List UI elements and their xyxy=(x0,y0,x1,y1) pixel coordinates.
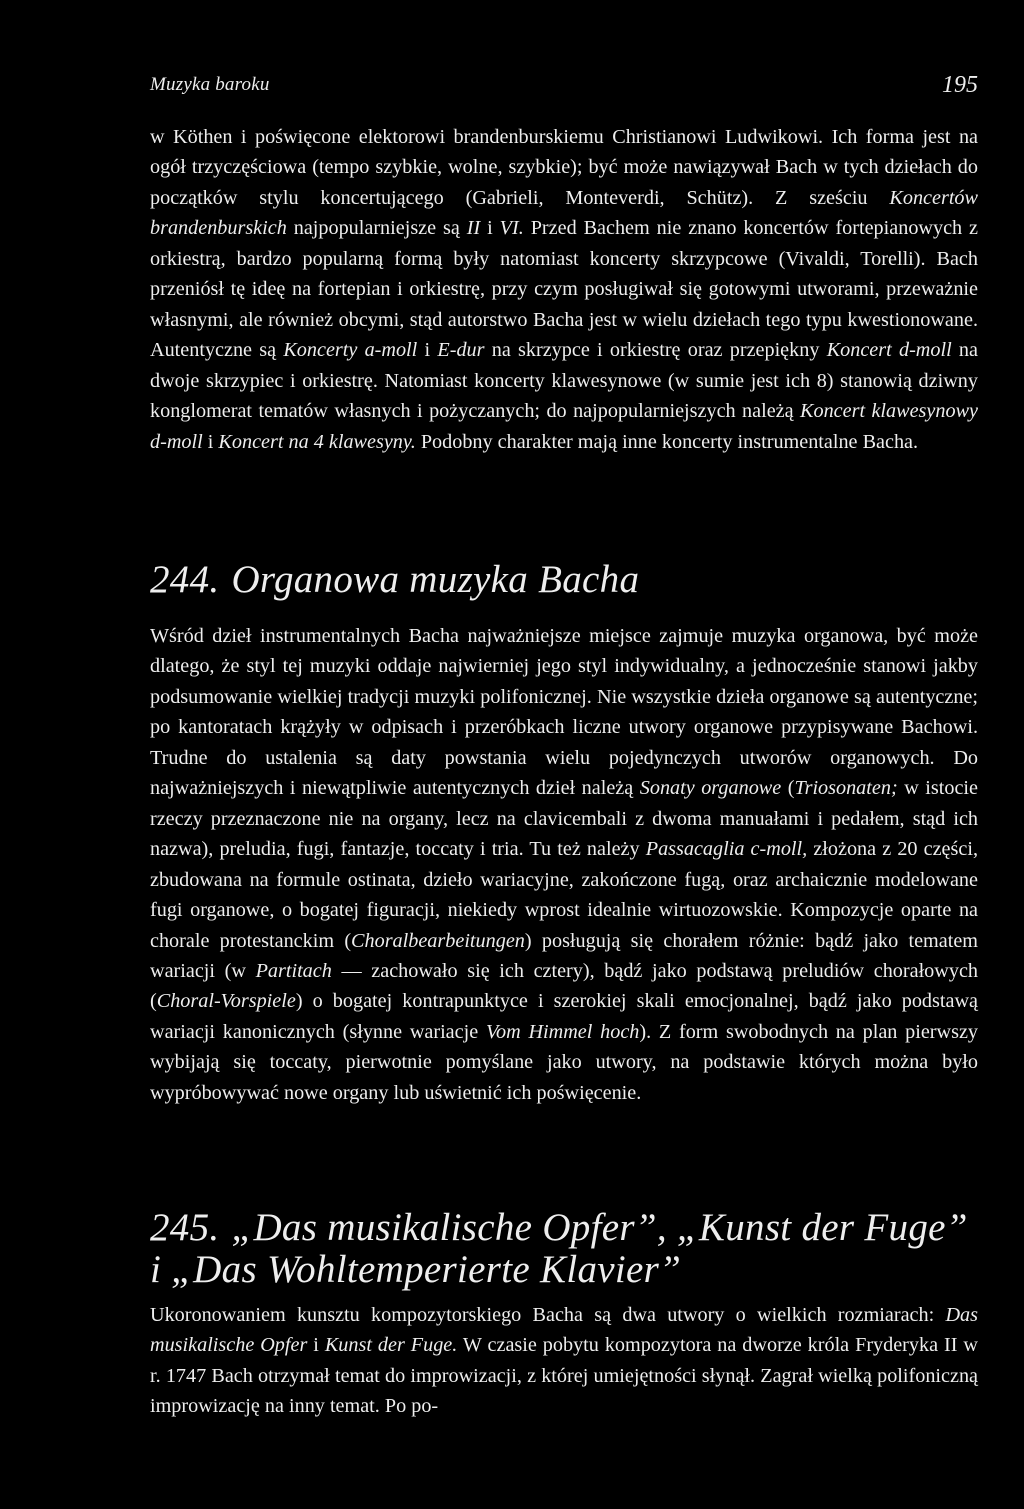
text-run: złożona z 20 części, zbudowana na formule ostinata, dzieło wariacyjne, zakończone fugą, oraz archaicznie modelowane fugi organowe, o bogatej figuracji, niekiedy wprost idealnie wirtuozowskie. Kompozycje oparte na chorale protestanckim ( xyxy=(150,838,978,952)
text-run: i xyxy=(307,1334,325,1357)
text-block-musical-offering xyxy=(150,1300,978,1422)
text-run: ) o bogatej kontrapunktyce i szerokiej skali emocjonalnej, bądź jako podstawą wariacji kanonicznych (słynne wariacje xyxy=(150,990,978,1043)
text-run: i xyxy=(202,430,219,453)
italic-run: Passacaglia c-moll, xyxy=(645,838,808,861)
page-number: 195 xyxy=(942,72,978,98)
italic-run: Koncert klawesynowy d-moll xyxy=(150,400,978,453)
italic-run: Kunst der Fuge. xyxy=(324,1334,458,1357)
italic-run: VI. xyxy=(499,217,524,240)
text-run: na dwoje skrzypiec i orkiestrę. Natomiast koncerty klawesynowe (w sumie jest ich 8) stanowią dziwny konglomerat tematów własnych i pożyczanych; do najpopularniejszych należą xyxy=(150,339,978,423)
italic-run: Sonaty organowe xyxy=(639,777,782,800)
section-number: 245. xyxy=(150,1206,220,1249)
italic-run: Partitach xyxy=(255,959,332,982)
paragraph-organ-music xyxy=(150,621,978,1108)
italic-run: E-dur xyxy=(437,339,485,362)
italic-run: Choral-Vorspiele xyxy=(156,990,296,1013)
italic-run: Triosonaten; xyxy=(794,777,898,800)
running-head xyxy=(150,72,978,102)
text-run: w istocie rzeczy przeznaczone nie na organy, lecz na clavicembali z dwoma manuałami i pedałem, stąd ich nazwa), preludia, fugi, fantazje, toccaty i tria. Tu też należy xyxy=(150,777,978,861)
paragraph-musical-offering xyxy=(150,1300,978,1422)
text-run: Przed Bachem nie znano koncertów fortepianowych z orkiestrą, bardzo popularną formą były natomiast koncerty skrzypcowe (Vivaldi, Torelli). Bach przeniósł tę ideę na fortepian i orkiestrę, przy czym posługiwał się gotowymi utworami, przeważnie własnymi, ale również obcymi, stąd autorstwo Bacha jest w wielu dziełach tego typu kwestionowane. Autentyczne są xyxy=(150,217,979,362)
text-run: najpopularniejsze są xyxy=(286,217,467,240)
text-run: i xyxy=(417,339,438,362)
text-block-organ-music xyxy=(150,621,978,1108)
section-title-line-2: i „Das Wohltemperierte Klavier” xyxy=(150,1248,682,1291)
text-run: ) posługują się chorałem różnie: bądź jako tematem wariacji (w xyxy=(150,929,978,982)
section-number: 244. xyxy=(150,558,220,601)
italic-run: Das musikalische Opfer xyxy=(150,1304,978,1357)
italic-run: Vom Himmel hoch xyxy=(485,1020,640,1043)
italic-run: II xyxy=(466,217,481,240)
paragraph-concertos xyxy=(150,122,978,457)
text-run: w Köthen i poświęcone elektorowi brandenburskiemu Christianowi Ludwikowi. Ich forma jest na ogół trzyczęściowa (tempo szybkie, wolne, szybkie); być może nawiązywał Bach w tych dziełach do początków stylu koncertującego (Gabrieli, Monteverdi, Schütz). Z sześciu xyxy=(150,126,978,209)
text-block-intro xyxy=(150,122,978,457)
italic-run: Koncertów brandenburskich xyxy=(150,186,978,240)
section-title-line-1: „Das musikalische Opfer”, „Kunst der Fuge” xyxy=(231,1206,968,1249)
text-run: na skrzypce i orkiestrę oraz przepiękny xyxy=(484,339,827,362)
text-run: Ukoronowaniem kunsztu kompozytorskiego Bacha są dwa utwory o wielkich rozmiarach: xyxy=(150,1304,946,1326)
text-run: Wśród dzieł instrumentalnych Bacha najważniejsze miejsce zajmuje muzyka organowa, być może dlatego, że styl tej muzyki oddaje najwierniej jego styl indywidualny, a jednocześnie stanowi jakby podsumowanie wielkiej tradycji muzyki polifonicznej. Nie wszystkie dzieła organowe są autentyczne; po kantoratach krążyły w odpisach i przeróbkach liczne utwory organowe przypisywane Bachowi. Trudne do ustalenia są daty powstania wielu pojedynczych utworów organowych. Do najważniejszych i niewątpliwie autentycznych dzieł należą xyxy=(150,625,978,800)
italic-run: Koncerty a-moll xyxy=(283,339,418,362)
section-heading-245 xyxy=(150,1207,978,1291)
text-run: W czasie pobytu kompozytora na dworze króla Fryderyka II w r. 1747 Bach otrzymał temat do improwizacji, z której umiejętności słynął. Zagrał wielką polifoniczną improwizację na inny temat. Po po- xyxy=(150,1334,978,1418)
text-run: ). Z form swobodnych na plan pierwszy wybijają się toccaty, pierwotnie pomyślane jako utwory, na podstawie których można było wypróbowywać nowe organy lub uświetnić ich poświęcenie. xyxy=(150,1020,978,1104)
text-run: ( xyxy=(781,777,795,800)
text-run: i xyxy=(480,217,500,240)
running-head-title: Muzyka baroku xyxy=(150,74,270,95)
section-title: Organowa muzyka Bacha xyxy=(231,558,640,601)
italic-run: Choralbearbeitungen xyxy=(351,929,525,952)
section-heading-244 xyxy=(150,559,978,601)
text-run: Podobny charakter mają inne koncerty instrumentalne Bacha. xyxy=(415,430,919,453)
text-run: — zachowało się ich cztery), bądź jako podstawą preludiów chorałowych ( xyxy=(150,959,979,1013)
italic-run: Koncert na 4 klawesyny. xyxy=(218,430,416,453)
italic-run: Koncert d-moll xyxy=(826,339,952,362)
